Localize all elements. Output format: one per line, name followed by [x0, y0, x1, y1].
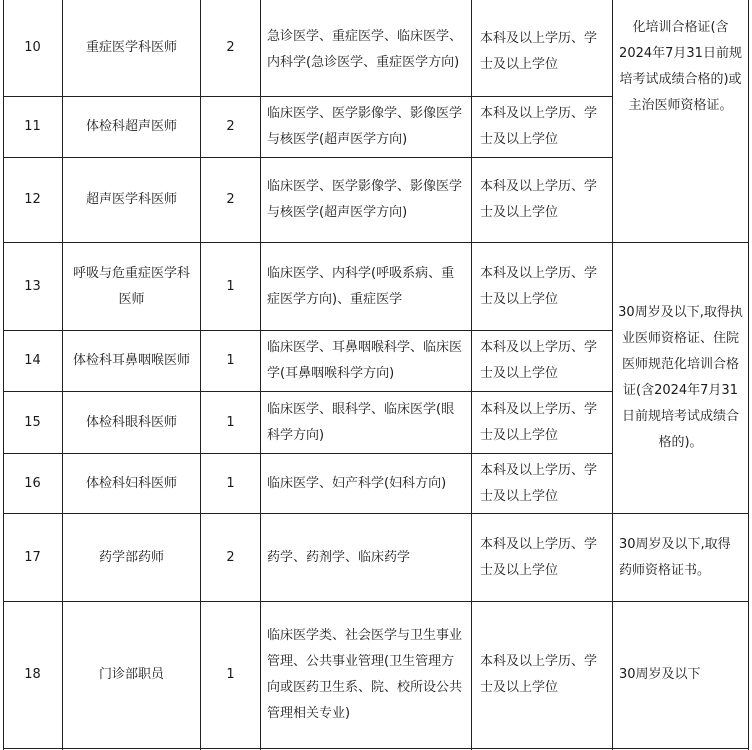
hire-count: 1: [226, 278, 235, 294]
position-name: 重症医学科医师: [85, 40, 177, 55]
row-number: 13: [24, 278, 41, 294]
education-requirement: 本科及以上学历、学士及以上学位: [480, 536, 598, 578]
row-number: 18: [24, 667, 41, 682]
table-row: [3, 454, 62, 513]
hire-count: 1: [226, 353, 235, 368]
other-requirement-c: 30周岁及以下,取得药师资格证书。: [619, 536, 731, 578]
row-number: 10: [24, 40, 41, 55]
position-name: 超声医学科医师: [85, 192, 177, 207]
position-name: 呼吸与危重症医学科医师: [72, 265, 190, 307]
hire-count: 2: [226, 192, 235, 207]
row-number: 14: [24, 353, 41, 368]
position-name: 体检科耳鼻咽喉医师: [72, 353, 190, 368]
education-requirement: 本科及以上学历、学士及以上学位: [480, 462, 598, 504]
position-name: 门诊部职员: [98, 667, 164, 682]
major-requirement: 临床医学、妇产科学(妇科方向): [267, 475, 447, 491]
row-number: 15: [24, 414, 41, 430]
major-requirement: 临床医学、内科学(呼吸系病、重症医学方向)、重症医学: [267, 265, 455, 307]
major-requirement: 临床医学、耳鼻咽喉科学、临床医学(耳鼻咽喉科学方向): [267, 340, 463, 381]
education-requirement: 本科及以上学历、学士及以上学位: [480, 265, 598, 307]
other-requirement-a: 化培训合格证(含2024年7月31日前规培考试成绩合格的)或主治医师资格证。: [619, 20, 742, 113]
hire-count: 2: [226, 119, 235, 134]
table-row: [3, 0, 62, 96]
position-name: 体检科超声医师: [85, 119, 177, 134]
row-number: 11: [24, 119, 41, 134]
education-requirement: 本科及以上学历、学士及以上学位: [480, 106, 598, 147]
table-row: [3, 514, 62, 601]
education-requirement: 本科及以上学历、学士及以上学位: [480, 654, 598, 695]
hire-count: 2: [226, 40, 235, 55]
education-requirement: 本科及以上学历、学士及以上学位: [480, 31, 598, 72]
table-row: [3, 243, 62, 330]
hire-count: 1: [226, 414, 235, 430]
table-row: [3, 331, 62, 391]
other-requirement-b: 30周岁及以下,取得执业医师资格证、住院医师规范化培训合格证(含2024年7月31日前规培考试成绩合格的)。: [618, 305, 743, 450]
table-row: [3, 392, 62, 453]
major-requirement: 临床医学类、社会医学与卫生事业管理、公共事业管理(卫生管理方向或医药卫生系、院、校所设公共管理相关专业): [267, 628, 463, 721]
position-name: 药学部药师: [98, 549, 164, 565]
major-requirement: 临床医学、眼科学、临床医学(眼科学方向): [267, 401, 455, 443]
major-requirement: 急诊医学、重症医学、临床医学、内科学(急诊医学、重症医学方向): [267, 29, 463, 70]
education-requirement: 本科及以上学历、学士及以上学位: [480, 401, 598, 443]
major-requirement: 药学、药剂学、临床药学: [267, 549, 411, 565]
education-requirement: 本科及以上学历、学士及以上学位: [480, 340, 598, 381]
position-name: 体检科眼科医师: [85, 414, 177, 430]
education-requirement: 本科及以上学历、学士及以上学位: [480, 179, 598, 220]
table-row: [3, 158, 62, 242]
hire-count: 2: [226, 549, 235, 565]
other-requirement-d: 30周岁及以下: [619, 667, 701, 682]
row-number: 16: [24, 475, 41, 491]
row-number: 12: [24, 192, 41, 207]
hire-count: 1: [226, 667, 235, 682]
row-number: 17: [24, 549, 41, 565]
table-row: [3, 602, 62, 748]
position-name: 体检科妇科医师: [85, 475, 177, 491]
hire-count: 1: [226, 475, 235, 491]
major-requirement: 临床医学、医学影像学、影像医学与核医学(超声医学方向): [267, 179, 463, 220]
table-row: [3, 97, 62, 157]
major-requirement: 临床医学、医学影像学、影像医学与核医学(超声医学方向): [267, 106, 463, 147]
